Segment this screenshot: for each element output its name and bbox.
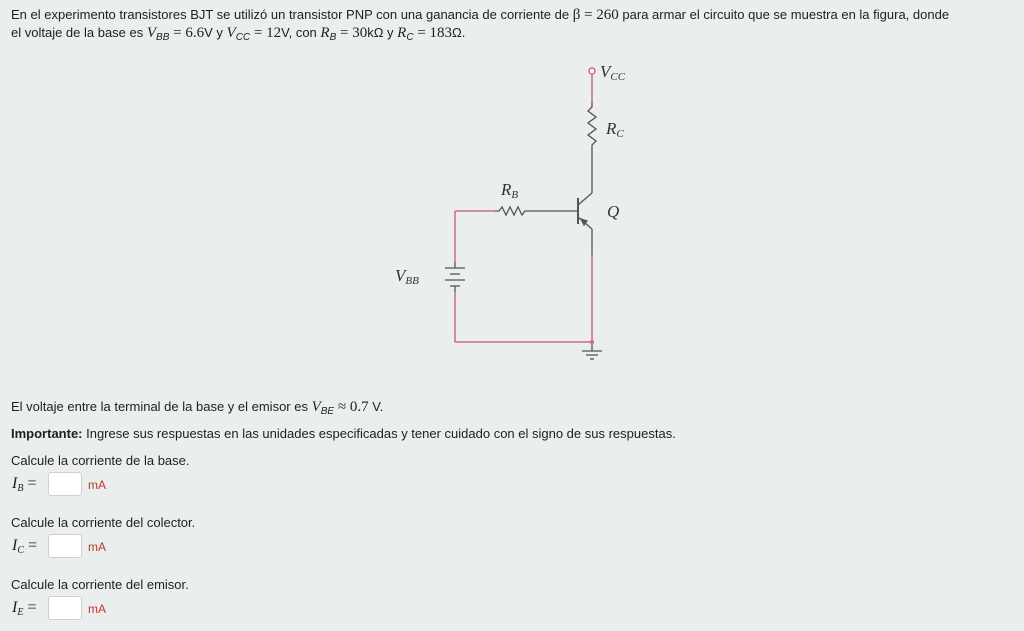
ie-variable — [12, 599, 36, 618]
important-note — [11, 425, 676, 443]
problem-statement — [11, 6, 949, 47]
vcc-label — [600, 62, 626, 83]
rb-subscript: B — [329, 32, 337, 43]
v-unit: V — [281, 25, 289, 40]
vbb-subscript: BB — [156, 32, 170, 43]
vbb-label — [395, 266, 419, 287]
vbe-unit: V. — [368, 399, 384, 414]
rc-resistor — [588, 102, 596, 155]
bjt-circuit-diagram — [380, 55, 650, 375]
ic-var-sub: C — [17, 545, 24, 556]
vbe-value: ≈ 0.7 — [334, 399, 369, 415]
rb-symbol: R — [320, 25, 330, 41]
ic-answer-input[interactable] — [48, 534, 82, 558]
statement-text: el voltaje de la base es — [11, 25, 147, 40]
vbe-statement — [11, 398, 383, 421]
vbe-symbol: V — [311, 399, 321, 415]
important-text: Ingrese sus respuestas en las unidades especificadas y tener cuidado con el signo de sus respuestas. — [82, 426, 676, 441]
rc-label — [605, 119, 624, 140]
rb-value: = 30 — [336, 25, 368, 41]
ic-unit: mA — [88, 540, 106, 554]
vbe-text: El voltaje entre la terminal de la base y el emisor es — [11, 399, 312, 414]
vcc-label-main: V — [600, 62, 611, 81]
rb-label — [500, 180, 518, 201]
equals-sign: = — [28, 537, 38, 554]
ib-var-sub: B — [17, 483, 24, 494]
question-prompt-ic: Calcule la corriente del colector. — [11, 515, 196, 530]
statement-text: En el experimento transistores BJT se utilizó un transistor PNP con una ganancia de corriente de — [11, 7, 573, 22]
rc-subscript: C — [406, 32, 414, 43]
vcc-terminal — [589, 68, 595, 74]
rb-resistor — [495, 207, 530, 215]
pnp-transistor — [578, 193, 592, 255]
vcc-symbol: V — [226, 25, 236, 41]
ie-var-main: I — [12, 599, 18, 616]
ic-var-main: I — [12, 537, 18, 554]
conjunction: y — [212, 25, 227, 40]
vbb-value: = 6.6 — [169, 25, 205, 41]
rb-label-main: R — [501, 180, 512, 199]
vbb-label-sub: BB — [405, 275, 419, 287]
ib-answer-input[interactable] — [48, 472, 82, 496]
beta-expression: β = 260 — [572, 7, 619, 23]
ground-icon — [582, 342, 602, 359]
ie-unit: mA — [88, 602, 106, 616]
ie-var-sub: E — [17, 607, 24, 618]
equals-sign: = — [27, 599, 37, 616]
circuit-wires — [455, 73, 592, 342]
rb-unit: kΩ — [367, 25, 384, 40]
rc-value: = 183 — [413, 25, 453, 41]
rc-symbol: R — [397, 25, 407, 41]
question-prompt-ie: Calcule la corriente del emisor. — [11, 577, 189, 592]
vbe-subscript: BE — [320, 406, 335, 417]
transistor-collector-leg — [578, 193, 592, 205]
rc-unit: Ω. — [452, 25, 466, 40]
vcc-subscript: CC — [235, 32, 251, 43]
conjunction: , con — [288, 25, 321, 40]
statement-line-2 — [11, 24, 949, 47]
vbb-label-main: V — [395, 266, 406, 285]
conjunction: y — [383, 25, 398, 40]
v-unit: V — [204, 25, 213, 40]
important-label: Importante: — [11, 426, 83, 441]
rc-label-sub: C — [616, 128, 624, 140]
ie-answer-input[interactable] — [48, 596, 82, 620]
question-prompt-ib: Calcule la corriente de la base. — [11, 453, 190, 468]
vbb-battery — [445, 262, 465, 292]
statement-text: para armar el circuito que se muestra en la figura, donde — [618, 7, 950, 22]
rc-label-main: R — [606, 119, 617, 138]
q-label: Q — [607, 202, 620, 221]
ib-unit: mA — [88, 478, 106, 492]
ib-var-main: I — [12, 475, 18, 492]
vcc-label-sub: CC — [610, 71, 626, 83]
rb-label-sub: B — [511, 189, 519, 201]
ib-variable — [12, 475, 36, 494]
equals-sign: = — [27, 475, 37, 492]
vcc-value: = 12 — [250, 25, 282, 41]
ic-variable — [12, 537, 37, 556]
statement-line-1 — [11, 6, 949, 24]
vbb-symbol: V — [146, 25, 157, 41]
junction-dot — [590, 340, 594, 344]
